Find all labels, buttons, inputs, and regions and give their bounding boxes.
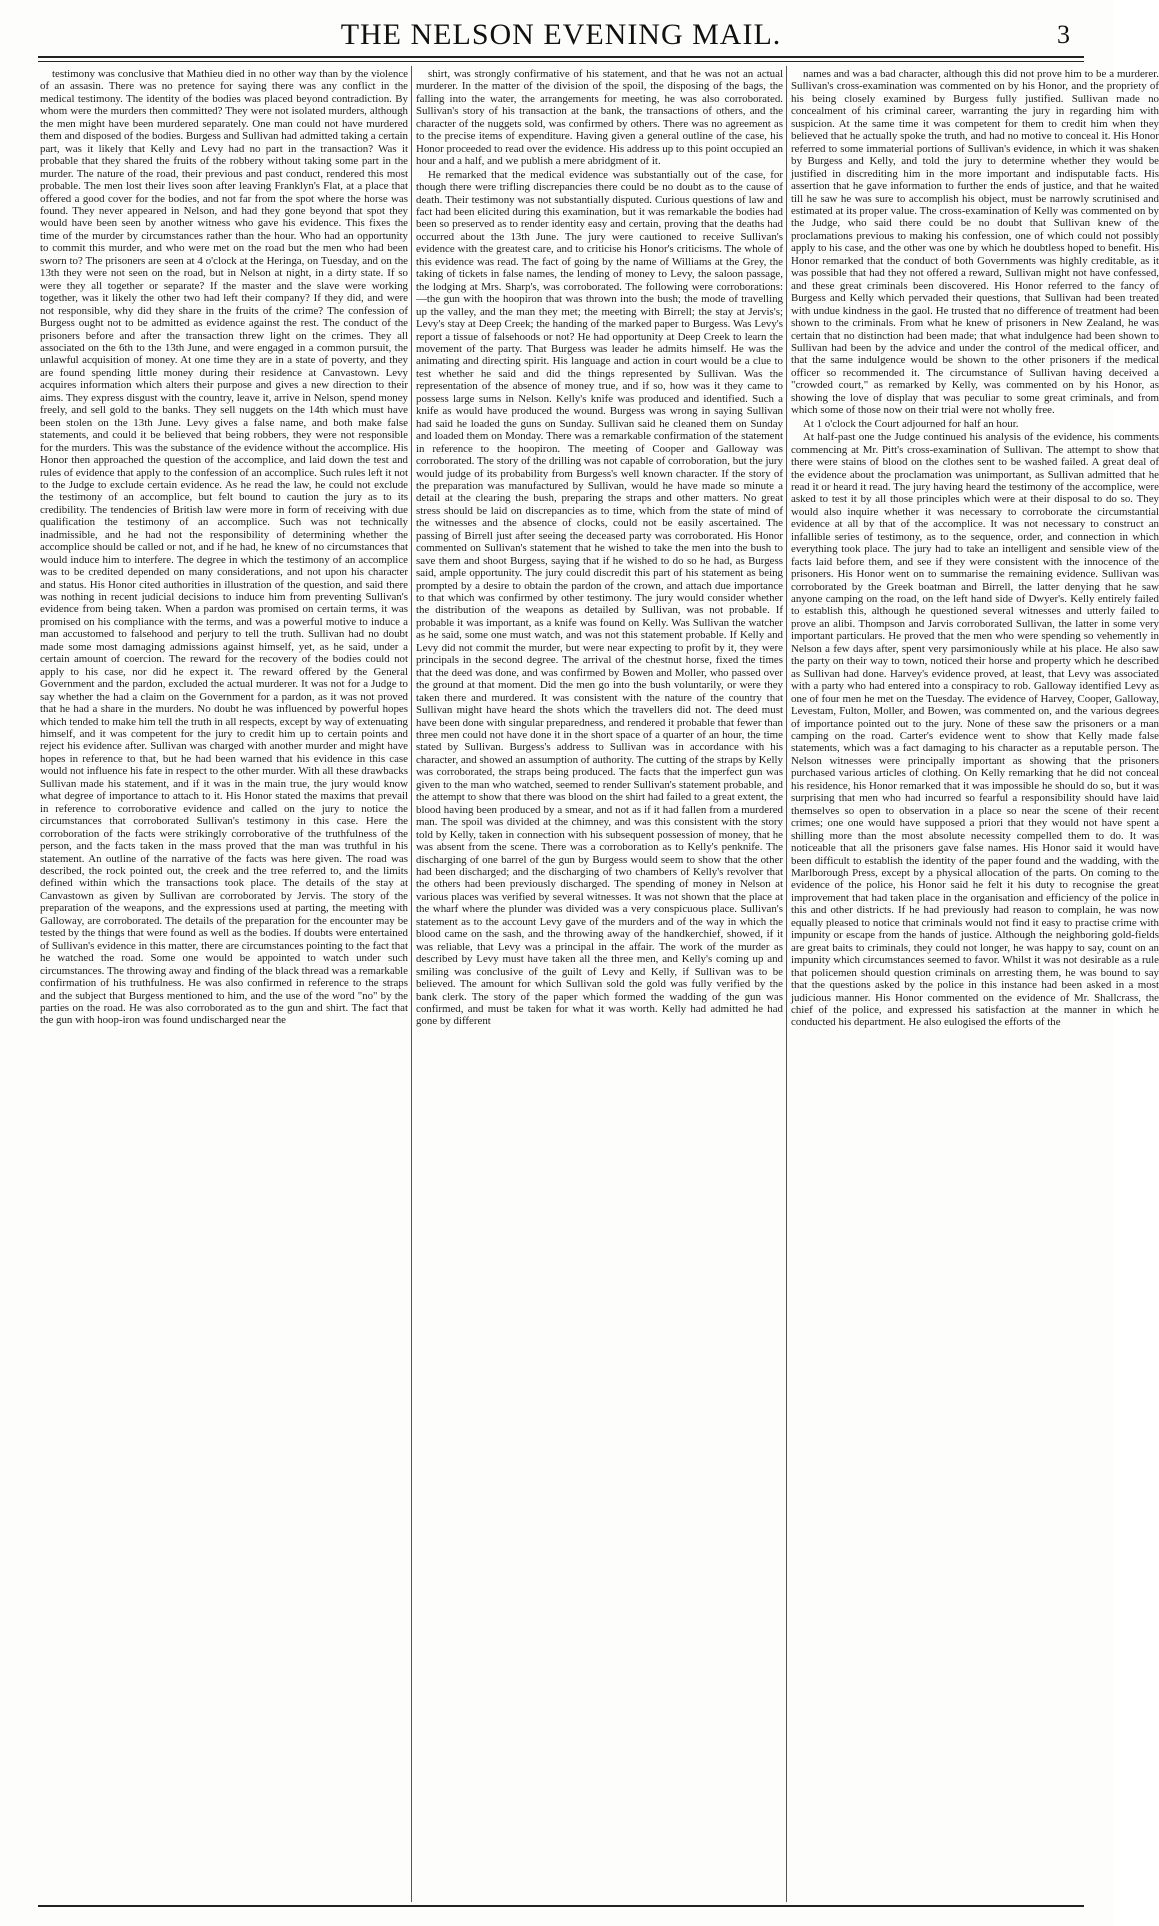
- column-paragraph: testimony was conclusive that Mathieu died in no other way than by the violence of an assasin. There was no pretence for saying there was any conflict in the medical testimony. The identity of the bodies was placed beyond contradiction. By whom were the murders then committed? They were not isolated murders, although the men might have been murdered separately. One man could not have murdered them and disposed of the bodies. Burgess and Sullivan had admitted taking a certain part, was it likely that Kelly and Levy had no part in the transaction? Was it probable that they shared the fruits of the robbery without taking some part in the murder. The nature of the road, their previous and past conduct, rendered this most probable. The men lost their lives soon after leaving Franklyn's Flat, at a place that offered a good cover for the bodies, and not far from the spot where the horse was found. They never appeared in Nelson, and had they gone beyond that spot they would have been seen by another witness who gave his evidence. This fixes the time of the murder by circumstances rather than the hour. Who had an opportunity to commit this murder, and who were met on the road but the men who had been sworn to? The prisoners are seen at 4 o'clock at the Heringa, on Tuesday, and on the 13th they were not seen on the road, but in Nelson at night, in a dirty state. If so were they all together or separate? If the master and the slave were working together, was it likely the other two had left their company? If they did, and were not responsible, why did they share in the fruits of the crime? The confession of Burgess ought not to be admitted as evidence against the rest. The conduct of the prisoners before and after the transaction threw light on the crimes. They all associated on the 6th to the 13th June, and were engaged in a common pursuit, the unlawful acquisition of money. At one time they are in a state of poverty, and they are found spending little money during their residence at Canvastown. Levy acquires information which alters their purpose and gives a new direction to their aims. They express disgust with the country, leave it, arrive in Nelson, spend money freely, and sell gold to the banks. They sell nuggets on the 14th which must have been stolen on the 13th June. Levy gives a false name, and both make false statements, and could it be believed that being robbers, they were not responsible for the murders. This was the substance of the evidence without the accomplice. His Honor then approached the question of the accomplice, and laid down the test and rules of evidence that apply to the confession of an accomplice. Such rules left it not to the Judge to exclude certain evidence. As he read the law, he could not exclude the testimony of an accomplice, but felt bound to caution the jury as to its credibility. The tendencies of British law were more in form of receiving with due qualification the testimony of an accomplice. Such was not technically inadmissible, and he had not the responsibility of determining whether the accomplice should be called or not, and if he had, he knew of no circumstances that would induce him to interfere. The degree in which the testimony of an accomplice was to be credited depended on many considerations, and not upon his character and status. His Honor cited authorities in illustration of the question, and said there was nothing in recent judicial decisions to induce him from preventing Sullivan's evidence from being taken. When a pardon was promised on certain terms, it was promised on his compliance with the terms, and was a powerful motive to induce a man accustomed to falsehood and perjury to tell the truth. Sullivan had no doubt made some most damaging admissions against himself, yet, as he said, under a certain amount of coercion. The reward for the recovery of the bodies could not apply to his case, nor did he expect it. The reward offered by the General Government and the pardon, excluded the actual murderer. It was not for a Judge to say whether the had a claim on the Government for a pardon, as it was not proved that he had a share in the murders. No doubt he was influenced by powerful hopes which tended to make him tell the truth in all respects, except by way of extenuating himself, and it was competent for the jury to credit him up to certain points and reject his evidence after. Sullivan was charged with another murder and might have hopes in reference to that, but he had been warned that his evidence in this case would not influence his fate in respect to the other murder. With all these drawbacks Sullivan made his statement, and if it was in the main true, the jury would know what degree of importance to attach to it. His Honor stated the maxims that prevail in reference to corroborative evidence and called on the jury to notice the circumstances that corroborated Sullivan's testimony in this case. Here the corroboration of the facts were strikingly corroborative of the truthfulness of the person, and the facts taken in the mass proved that the man was truthful in his statement. An outline of the narrative of the facts was here given. The road was described, the rock pointed out, the creek and the tree referred to, and the limits defined within which the transactions took place. The details of the stay at Canvastown as given by Sullivan are corroborated by Jervis. The story of the preparation of the weapons, and the expressions used at parting, the meeting with Galloway, are corroborated. The details of the preparation for the encounter may be tested by the things that were found as well as the bodies. If doubts were entertained of Sullivan's evidence in this matter, there are circumstances pointing to the fact that he watched the road. Some one would be appointed to watch under such circumstances. The throwing away and finding of the black thread was a remarkable confirmation of his truthfulness. He was also confirmed in reference to the straps and the subject that Burgess mentioned to him, and the use of the word "no" by the parties on the road. He was also corroborated as to the gun and shirt. The fact that the gun with hoop-iron was found undischarged near the: [40, 68, 408, 1027]
- column-paragraph: At 1 o'clock the Court adjourned for half an hour.: [803, 417, 1019, 430]
- text-column-1: [40, 68, 408, 1902]
- column-paragraph: At half-past one the Judge continued his analysis of the evidence, his comments commencing at Mr. Pitt's cross-examination of Sullivan. The attempt to show that there were stains of blood on the clothes sent to be washed failed. A great deal of the evidence about the proclamation was unimportant, as Sullivan admitted that he read it or heard it read. The jury having heard the testimony of the accomplice, were asked to test it by all those principles which were at their disposal to do so. They would also inquire whether it was necessary to corroborate the circumstantial evidence at all by that of the accomplice. It was not necessary to construct an infallible series of testimony, as to the sequence, order, and connection in which everything took place. The jury had to take an intelligent and sensible view of the facts laid before them, and see if they were consistent with the innocence of the prisoners. His Honor went on to summarise the remaining evidence. Sullivan was corroborated by the Greek boatman and Birrell, the latter denying that he saw anyone camping on the road, on the left hand side of Dwyer's. Kelly entirely failed to establish this, although he questioned several witnesses and utterly failed to prove an alibi. Thompson and Jarvis corroborated Sullivan, the latter in some very important particulars. He proved that the men who were spending so vehemently in Nelson a few days after, spent very parsimoniously while at his place. He also saw the party on their way to town, noticed their horse and property which he described as Sullivan had done. Harvey's evidence proved, at least, that Levy was associated with a party who had entered into a conspiracy to rob. Galloway identified Levy as one of four men he met on the Tuesday. The evidence of Harvey, Cooper, Galloway, Levestam, Fulton, Moller, and Bowen, was commented on, and the various degrees of importance pointed out to the jury. None of these saw the prisoners or a man camping on the road. Carter's evidence went to show that Kelly made false statements, which was a fact damaging to his character as a reputable person. The Nelson witnesses were principally important as showing that the prisoners purchased various articles of clothing. On Kelly remarking that he did not conceal his residence, his Honor remarked that it was impossible he should do so, but it was surprising that men who had incurred so fearful a responsibility should have laid themselves so open to observation in a place so near the scene of their recent crimes; one one would have supposed a priori that they would not have spent a shilling more than the most absolute necessity compelled them to do. It was noticeable that all the prisoners gave false names. His Honor said it would have been difficult to establish the identity of the paper found and the wadding, with the Marlborough Press, except by a physical allocation of the parts. On coming to the evidence of the police, his Honor said he felt it his duty to recognise the great improvement that had taken place in the organisation and efficiency of the police in this and other districts. If he had previously had reason to complain, he was now equally pleased to notice that criminals would not find it easy to practise crime with impunity or escape from the hands of justice. Although the neighboring gold-fields are great baits to criminals, they could not longer, he was happy to say, count on an impunity which circumstances seemed to favor. Whilst it was not desirable as a rule that policemen should question criminals on arresting them, he was bound to say that the questions asked by the police in this instance had been asked in a most judicious manner. His Honor commented on the evidence of Mr. Shallcrass, the chief of the police, and expressed his satisfaction at the manner in which he conducted his department. He also eulogised the efforts of the: [791, 431, 1159, 1029]
- text-column-2: [416, 68, 783, 1902]
- column-paragraph: He remarked that the medical evidence was substantially out of the case, for though there were trifling discrepancies there could be no doubt as to the cause of death. Their testimony was not substantially disputed. Curious questions of law and fact had been elicited during this examination, but it was remarkable the bodies had been so preserved as to render identity easy and certain, proving that the deaths had occurred about the 13th June. The jury were cautioned to receive Sullivan's evidence with the greatest care, and to criticise his Honor's criticisms. The whole of this evidence was read. The fact of going by the name of Williams at the Grey, the taking of tickets in false names, the lending of money to Levy, the saloon passage, the lodging at Mrs. Sharp's, was corroborated. The following were corroborations:—the gun with the hoopiron that was thrown into the bush; the mode of travelling up the valley, and the man they met; the meeting with Birrell; the stay at Jervis's; Levy's stay at Deep Creek; the handing of the marked paper to Burgess. Was Levy's report a tissue of falsehoods or not? He had opportunity at Deep Creek to learn the movement of the party. That Burgess was leader he admits himself. He was the animating and directing spirit. His language and action in court would be a clue to test whether he said and did the things represented by Sullivan. Was the representation of the absence of money true, and if so, how was it they came to possess large sums in Nelson. Kelly's knife was produced and identified. Such a knife as would have produced the wound. Burgess was wrong in saying Sullivan had said he loaded the guns on Sunday. Sullivan said he cleaned them on Sunday and loaded them on Monday. There was a remarkable confirmation of the statement in reference to the hoopiron. The meeting of Cooper and Galloway was corroborated. The story of the drilling was not capable of corroboration, but the jury would judge of its probability from Burgess's well known character. If the story of the preparation was manufactured by Sullivan, would he have made so minute a detail at the clearing the bush, preparing the straps and other matters. No great stress should be laid on discrepancies as to time, which from the state of mind of the witnesses and the absence of clocks, could not be easily ascertained. The passing of Birrell just after seeing the deceased party was corroborated. His Honor commented on Sullivan's statement that he wished to take the men into the bush to save them and shoot Burgess, saying that if he wished to do so he had, as Burgess said, ample opportunity. The jury could discredit this part of his statement as being prompted by a desire to obtain the pardon of the crown, and attach due importance to that which was confirmed by other testimony. The jury would consider whether the distribution of the weapons as detailed by Sullivan, was not probable. If probable it was important, as a knife was found on Kelly. Was Sullivan the watcher as he said, some one must watch, and was not this statement probable. If Kelly and Levy did not commit the murder, but were near expecting to profit by it, they were principals in the second degree. The arrival of the chestnut horse, fixed the times that the deed was done, and was confirmed by Bowen and Moller, who passed over the ground at that moment. Did the men go into the bush voluntarily, or were they taken there and murdered. It was consistent with the nature of the country that Sullivan might have heard the shots which the travellers did not. The deed must have been done with singular preparedness, and rendered it probable that fewer than three men could not have done it in the short space of a quarter of an hour, the time stated by Sullivan. Burgess's address to Sullivan was in accordance with his character, and showed an assumption of authority. The cutting of the straps by Kelly was corroborated, the straps being produced. The facts that the imperfect gun was given to the man who watched, seemed to render Sullivan's statement probable, and the attempt to show that there was blood on the shirt had failed to a great extent, the blood having been produced by a smear, and not as if it had fallen from a murdered man. The spoil was divided at the chimney, and was this consistent with the story told by Kelly, taken in connection with his subsequent possession of money, that he was absent from the scene. There was a corroboration as to Kelly's penknife. The discharging of one barrel of the gun by Burgess would seem to show that the other had been discharged; and the discharging of two chambers of Kelly's revolver that the others had been previously discharged. The spending of money in Nelson at various places was verified by several witnesses. It was not shown that the place at the wharf where the plunder was divided was a very conspicuous place. Sullivan's statement as to the account Levy gave of the murders and of the way in which the blood came on the sash, and the throwing away of the handkerchief, showed, if it was reliable, that Levy was a principal in the affair. The work of the murder as described by Levy must have taken all the three men, and Kelly's coming up and smiling was conclusive of the guilt of Levy and Kelly, if Sullivan was to be believed. The amount for which Sullivan sold the gold was fully verified by the bank clerk. The story of the paper which formed the wadding of the gun was confirmed, and must be taken for what it was worth. Kelly had admitted he had gone by different: [416, 168, 783, 1028]
- footer-rule: [38, 1905, 1084, 1907]
- text-column-3: [791, 68, 1159, 1902]
- page-number: 3: [1057, 20, 1070, 49]
- column-paragraph: shirt, was strongly confirmative of his statement, and that he was not an actual murderer. In the matter of the division of the spoil, the disposing of the bags, the falling into the water, the arrangements for meeting, he was also corroborated. Sullivan's story of his transaction at the bank, the transactions of others, and the character of the nuggets sold, was confirmed by others. There was no agreement as to the precise items of expenditure. Having given a general outline of the case, his Honor proceeded to read over the evidence. His address up to this point occupied an hour and a half, and we publish a mere abridgment of it.: [416, 68, 783, 168]
- header-rule-thin: [38, 61, 1084, 62]
- column-paragraph: names and was a bad character, although this did not prove him to be a murderer. Sullivan's cross-examination was commented on by his Honor, and the propriety of his being closely examined by Burgess fully justified. Sullivan made no concealment of his criminal career, warranting the jury in regarding him with suspicion. At the same time it was competent for them to credit him when they believed that he actually spoke the truth, and had no motive to conceal it. His Honor referred to some immaterial portions of Sullivan's evidence, in which it was shaken by Burgess and Kelly, and told the jury to determine whether they would be justified in discrediting him in the more important and indisputable facts. His assertion that he gave information to further the ends of justice, and that he waited till he saw he was sure to accomplish his object, must be narrowly scrutinised and estimated at its proper value. The cross-examination of Kelly was commented on by the Judge, who said there could be no doubt that Sullivan knew of the proclamations previous to making his confession, one of which could not possibly apply to his case, and the other was one by which he doubtless hoped to benefit. His Honor remarked that the conduct of both Governments was highly creditable, as it was possible that had they not offered a reward, Sullivan might not have confessed, and these great criminals been discovered. His Honor referred to the fancy of Burgess and Kelly which pervaded their questions, that Sullivan had been treated with undue kindness in the gaol. He trusted that no difference of treatment had been shown to the criminals. From what he knew of prisoners in New Zealand, he was certain that no distinction had been made; that what indulgence had been shown to Sullivan had been by the advice and under the control of the medical officer, and that the same indulgence would be shown to the other prisoners if the medical officer so recommended it. The circumstance of Sullivan having deceived a "crowded court," as remarked by Kelly, was commented on by his Honor, as showing the love of display that was peculiar to some great criminals, and from which some of those now on their trial were not wholly free.: [791, 68, 1159, 417]
- newspaper-title: THE NELSON EVENING MAIL.: [340, 18, 782, 51]
- column-divider: [411, 66, 412, 1902]
- masthead: [38, 10, 1084, 58]
- column-divider: [786, 66, 787, 1902]
- header-rule: [38, 56, 1084, 58]
